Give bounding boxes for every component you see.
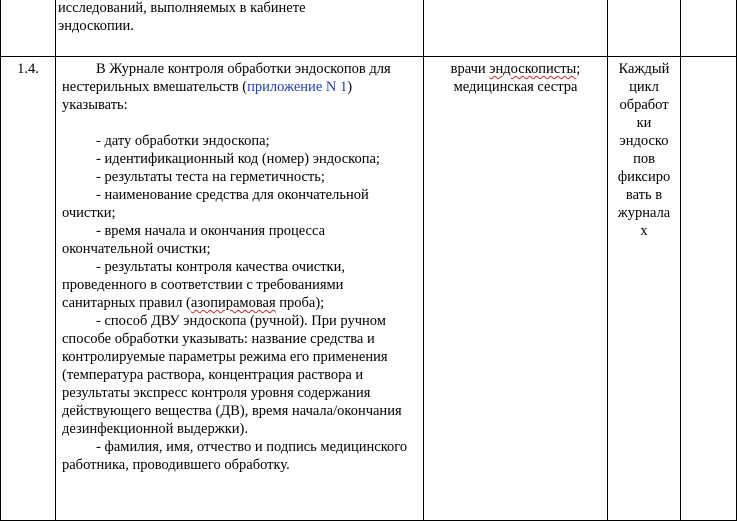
quality-control-tail: проба); [275, 295, 325, 311]
extra-cell-previous [681, 0, 737, 57]
table-row-previous [1, 0, 737, 57]
frequency-line: обработ [619, 97, 669, 113]
frequency-line: х [640, 223, 648, 239]
frequency-line: фиксиро [617, 169, 671, 185]
previous-text-line-1: исследований, выполняемых в кабинете [58, 0, 306, 16]
frequency-line: вать в [625, 187, 663, 203]
description-cell-previous [56, 0, 424, 57]
description-cell [56, 57, 424, 521]
list-item-cleaning-time: - время начала и окончания процесса окончательной очистки; [62, 223, 326, 257]
spellcheck-word: азопирамовая [190, 295, 276, 311]
list-item-quality-control [62, 258, 417, 312]
list-item-id-code: - идентификационный код (номер) эндоскопа; [96, 151, 380, 167]
intro-text-end: ) указывать: [62, 79, 353, 113]
table-row-1-4 [1, 57, 737, 521]
row-number: 1.4. [1, 57, 56, 521]
intro-paragraph [62, 60, 417, 114]
quality-control-text: - результаты контроля качества очистки, проведенного в соответствии с требованиями санитарных правил ( [62, 259, 345, 311]
frequency-line: эндоско [619, 133, 669, 149]
list-item-leak-test: - результаты теста на герметичность; [96, 169, 325, 185]
responsible-text-end: ; медицинская сестра [453, 61, 581, 95]
frequency-line: ки [636, 115, 652, 131]
frequency-cell [608, 57, 681, 521]
intro-text: В Журнале контроля обработки эндоскопов для нестерильных вмешательств ( [62, 61, 391, 95]
responsible-spellcheck-word: эндоскописты [489, 61, 577, 77]
frequency-line: Каждый [618, 61, 670, 77]
frequency-line: пов [633, 151, 655, 167]
list-item-cleaning-agent: - наименование средства для окончательной очистки; [62, 187, 369, 221]
appendix-link[interactable]: приложение N 1 [247, 79, 348, 95]
previous-text-line-2: эндоскопии. [58, 18, 134, 34]
paragraph-gap [62, 114, 417, 132]
list-item-staff-signature: - фамилия, имя, отчество и подпись медицинского работника, проводившего обработку. [62, 439, 408, 473]
frequency-line: журнала [617, 205, 671, 221]
responsible-cell [424, 57, 608, 521]
responsible-cell-previous [424, 0, 608, 57]
frequency-line: цикл [629, 79, 659, 95]
list-item-date: - дату обработки эндоскопа; [96, 133, 270, 149]
extra-cell [681, 57, 737, 521]
frequency-cell-previous [608, 0, 681, 57]
responsible-text: врачи [450, 61, 490, 77]
list-item-disinfection-method: - способ ДВУ эндоскопа (ручной). При ручном способе обработки указывать: название средства и контролируемые параметры режима его применения (температура раствора, концентрация раствора и результаты экспресс контроля уровня содержания действующего вещества (ДВ), время начала/окончания дезинфекционной выдержки). [62, 313, 402, 437]
